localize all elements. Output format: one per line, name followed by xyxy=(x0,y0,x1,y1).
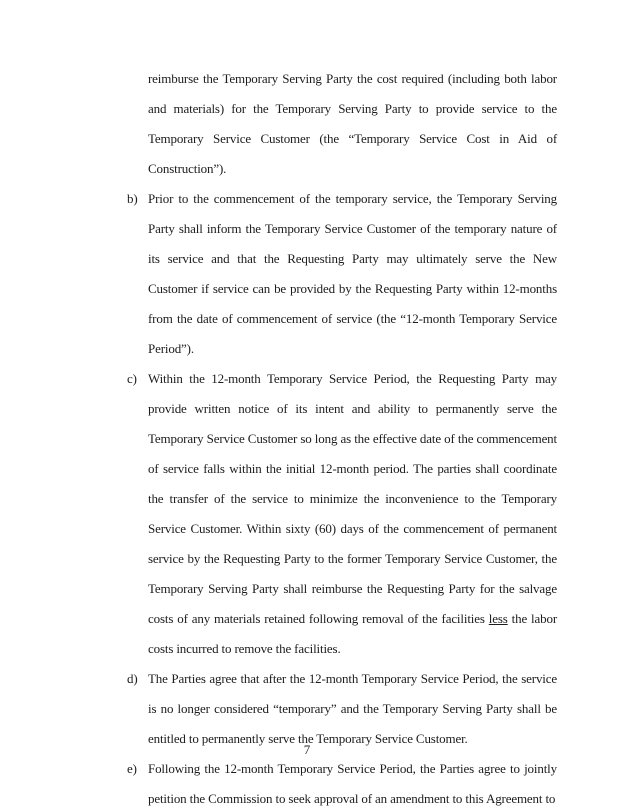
paragraph-item-e xyxy=(127,754,557,807)
paragraph-label: d) xyxy=(127,671,138,686)
paragraph-item-d xyxy=(127,664,557,754)
paragraph-text-segment: Within the 12-month Temporary Service Period, the Requesting Party may provide written notice of its intent and ability to permanently serve the Temporary Service Customer so long as the effective date of the commencement of service falls within the initial 12-month period. The parties shall coordinate the transfer of the service to minimize the inconvenience to the Temporary Service Customer. Within sixty (60) days of the commencement of permanent service by the Requesting Party to the former Temporary Service Customer, the Temporary Serving Party shall reimburse the Requesting Party for the salvage costs of any materials retained following removal of the facilities xyxy=(148,371,557,626)
paragraph-item-b xyxy=(127,184,557,364)
paragraph-label: c) xyxy=(127,371,137,386)
paragraph-item-c xyxy=(127,364,557,664)
paragraph-text: reimburse the Temporary Serving Party the cost required (including both labor and materials) for the Temporary Serving Party to provide service to the Temporary Service Customer (the “Temporary Service Cost in Aid of Construction”). xyxy=(148,71,557,176)
page-number: 7 xyxy=(303,742,311,757)
body-text-block xyxy=(127,64,557,807)
paragraph-continuation xyxy=(127,64,557,184)
paragraph-label: b) xyxy=(127,191,138,206)
paragraph-text xyxy=(148,371,557,656)
paragraph-label: e) xyxy=(127,761,137,776)
paragraph-text: The Parties agree that after the 12-month Temporary Service Period, the service is no longer considered “temporary” and the Temporary Serving Party shall be entitled to permanently serve the Temporary Service Customer. xyxy=(148,671,557,746)
paragraph-text: Prior to the commencement of the temporary service, the Temporary Serving Party shall inform the Temporary Service Customer of the temporary nature of its service and that the Requesting Party may ultimately serve the New Customer if service can be provided by the Requesting Party within 12-months from the date of commencement of service (the “12-month Temporary Service Period”). xyxy=(148,191,557,356)
paragraph-text-segment: the labor costs incurred to remove the facilities. xyxy=(148,611,557,656)
paragraph-text: Following the 12-month Temporary Service Period, the Parties agree to jointly petition the Commission to seek approval of an amendment to this Agreement to xyxy=(148,761,557,806)
underlined-word: less xyxy=(488,611,508,626)
